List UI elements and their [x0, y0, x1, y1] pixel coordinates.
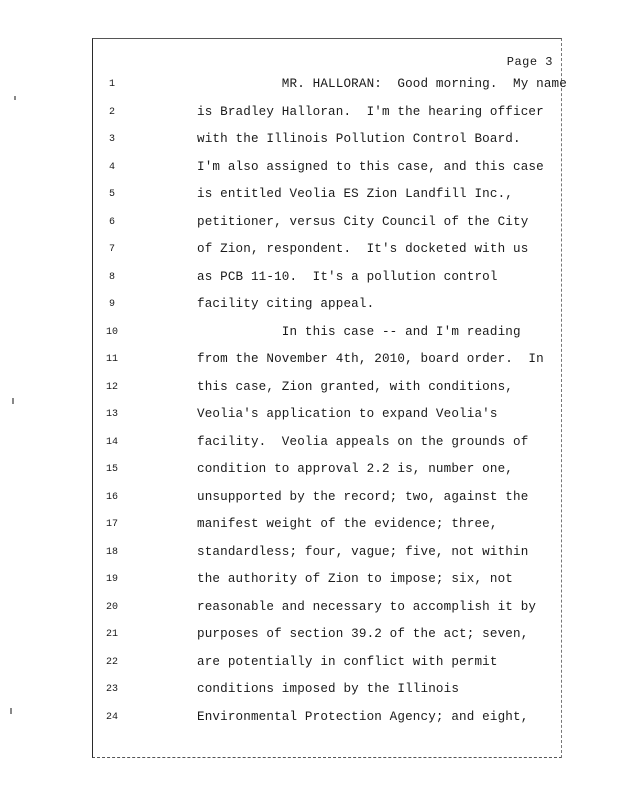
transcript-line [93, 181, 561, 209]
transcript-line [93, 484, 561, 512]
transcript-line [93, 429, 561, 457]
transcript-line [93, 209, 561, 237]
line-text: is Bradley Halloran. I'm the hearing officer [197, 104, 544, 119]
line-text: facility citing appeal. [197, 297, 375, 311]
line-number: 4 [108, 161, 115, 173]
transcript-line [93, 676, 561, 704]
transcript-line [93, 566, 561, 594]
line-number: 24 [105, 711, 118, 723]
line-number: 21 [105, 629, 118, 640]
transcript-line [93, 704, 561, 732]
transcript-line [93, 511, 561, 539]
scan-speck [14, 96, 16, 100]
line-text: condition to approval 2.2 is, number one, [197, 462, 514, 476]
line-text: In this case -- and I'm reading [197, 324, 521, 339]
transcript-line [93, 346, 561, 374]
line-number: 3 [108, 134, 115, 145]
page-number: Page 3 [506, 55, 553, 69]
line-number: 8 [108, 271, 115, 283]
line-text: are potentially in conflict with permit [197, 654, 498, 669]
transcript-line [93, 264, 561, 292]
line-number: 1 [108, 79, 115, 90]
transcript-line [93, 621, 561, 649]
line-text: with the Illinois Pollution Control Board. [197, 132, 521, 146]
line-text: of Zion, respondent. It's docketed with us [197, 242, 529, 256]
line-text: manifest weight of the evidence; three, [197, 517, 498, 531]
transcript-line [93, 236, 561, 264]
line-text: is entitled Veolia ES Zion Landfill Inc., [197, 187, 514, 201]
transcript-line [93, 401, 561, 429]
line-text: the authority of Zion to impose; six, not [197, 572, 514, 586]
line-text: facility. Veolia appeals on the grounds of [197, 434, 529, 449]
line-text: conditions imposed by the Illinois [197, 682, 460, 696]
line-number: 15 [105, 464, 118, 475]
line-number: 23 [105, 684, 118, 695]
line-text: unsupported by the record; two, against the [197, 489, 529, 504]
transcript-lines [93, 71, 567, 731]
line-text: MR. HALLORAN: Good morning. My name [197, 77, 567, 91]
line-number: 19 [105, 574, 118, 585]
line-text: as PCB 11-10. It's a pollution control [197, 269, 498, 284]
line-number: 2 [108, 106, 115, 118]
line-number: 12 [105, 381, 118, 393]
line-number: 18 [105, 546, 118, 558]
line-number: 9 [108, 299, 115, 310]
line-number: 11 [105, 354, 118, 365]
line-number: 16 [105, 491, 118, 503]
line-text: petitioner, versus City Council of the City [197, 214, 529, 229]
scan-speck [10, 708, 12, 714]
line-number: 20 [105, 601, 118, 613]
transcript-line [93, 594, 561, 622]
transcript-line [93, 539, 561, 567]
line-text: this case, Zion granted, with conditions, [197, 379, 514, 394]
transcript-line [93, 71, 567, 99]
transcript-line [93, 291, 561, 319]
line-number: 10 [105, 326, 118, 338]
transcript-line [93, 456, 561, 484]
transcript-line [93, 154, 561, 182]
transcript-line [93, 319, 561, 347]
line-number: 13 [105, 409, 118, 420]
line-text: Veolia's application to expand Veolia's [197, 407, 498, 421]
line-text: purposes of section 39.2 of the act; seven, [197, 627, 529, 641]
transcript-frame [92, 38, 567, 758]
transcript-line [93, 374, 561, 402]
line-text: Environmental Protection Agency; and eight, [197, 709, 529, 724]
line-number: 14 [105, 436, 118, 448]
transcript-line [93, 126, 561, 154]
transcript-line [93, 649, 561, 677]
line-text: from the November 4th, 2010, board order. In [197, 352, 544, 366]
line-number: 17 [105, 519, 118, 530]
line-text: standardless; four, vague; five, not within [197, 544, 529, 559]
line-text: reasonable and necessary to accomplish it by [197, 599, 537, 614]
line-number: 5 [108, 189, 115, 200]
line-number: 6 [108, 216, 115, 228]
line-number: 22 [105, 656, 118, 668]
line-text: I'm also assigned to this case, and this case [197, 159, 544, 174]
transcript-line [93, 99, 561, 127]
scan-speck [12, 398, 14, 404]
line-number: 7 [108, 244, 115, 255]
